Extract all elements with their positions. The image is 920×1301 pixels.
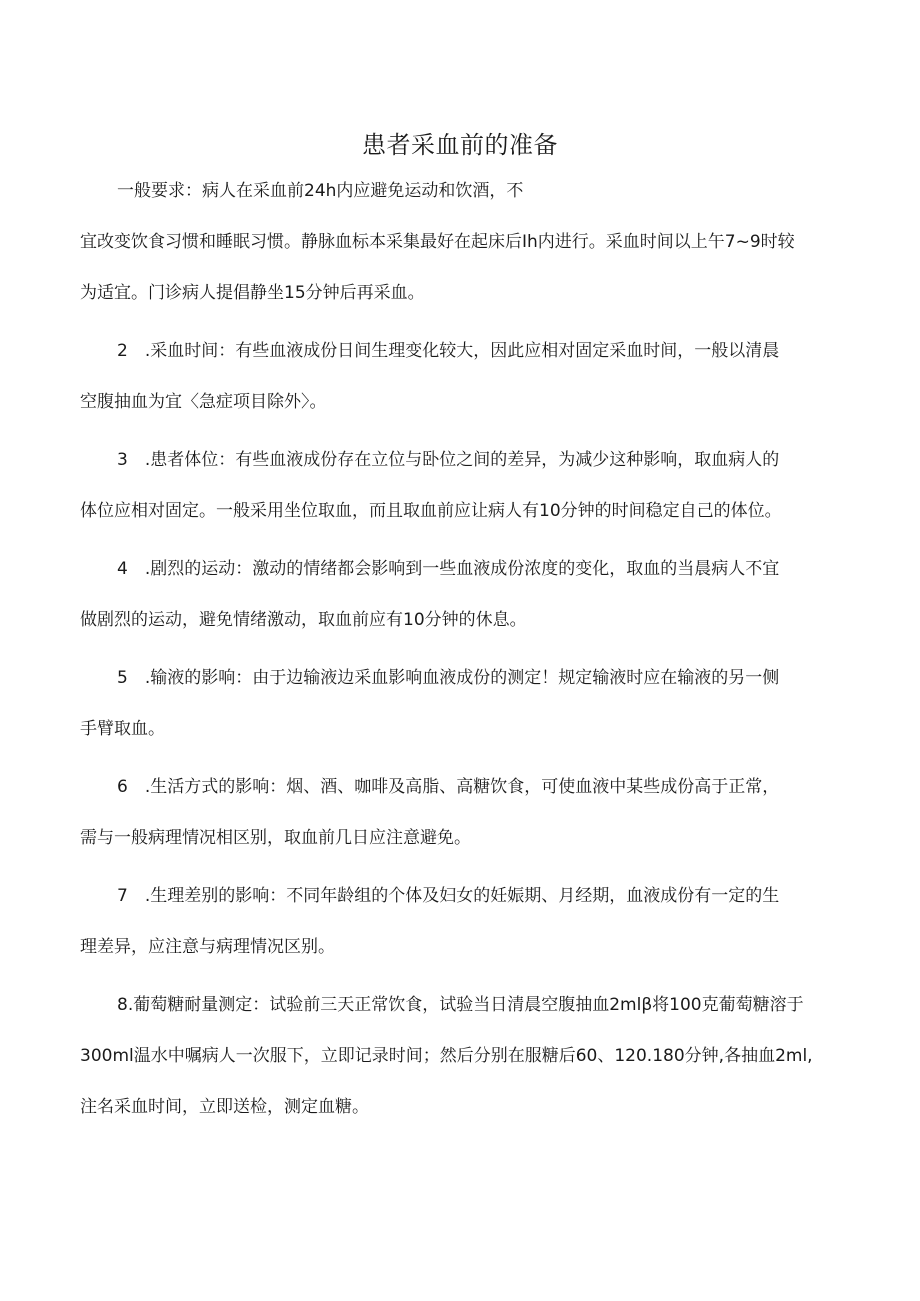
paragraph-patient-posture	[80, 446, 860, 526]
paragraph-physiological-difference	[80, 882, 860, 962]
document-body	[80, 177, 860, 1122]
paragraph-line: 6 .生活方式的影响：烟、酒、咖啡及高脂、高糖饮食，可使血液中某些成份高于正常，	[117, 777, 780, 797]
document-title: 患者采血前的准备	[362, 131, 558, 159]
paragraph-lifestyle-effect	[80, 773, 860, 853]
paragraph-line: 空腹抽血为宜〈急症项目除外〉。	[80, 392, 327, 412]
paragraph-strenuous-exercise	[80, 555, 860, 635]
paragraph-infusion-effect	[80, 664, 860, 744]
paragraph-line: 为适宜。门诊病人提倡静坐15分钟后再采血。	[80, 283, 425, 303]
paragraph-line: 2 .采血时间：有些血液成份日间生理变化较大，因此应相对固定采血时间，一般以清晨	[117, 341, 780, 361]
paragraph-line: 理差异，应注意与病理情况区别。	[80, 937, 335, 957]
paragraph-line: 宜改变饮食习惯和睡眠习惯。静脉血标本采集最好在起床后Ih内进行。采血时间以上午7~9时较	[80, 232, 795, 252]
paragraph-line: 8.葡萄糖耐量测定：试验前三天正常饮食，试验当日清晨空腹抽血2mlβ将100克葡萄糖溶于	[117, 995, 804, 1015]
paragraph-line: 需与一般病理情况相区别，取血前几日应注意避免。	[80, 828, 471, 848]
paragraph-sampling-time	[80, 337, 860, 417]
paragraph-line: 4 .剧烈的运动：激动的情绪都会影响到一些血液成份浓度的变化，取血的当晨病人不宜	[117, 559, 780, 579]
paragraph-line: 做剧烈的运动，避免情绪激动，取血前应有10分钟的休息。	[80, 610, 527, 630]
paragraph-glucose-tolerance-test	[80, 991, 860, 1122]
paragraph-line: 体位应相对固定。一般采用坐位取血，而且取血前应让病人有10分钟的时间稳定自己的体位。	[80, 501, 782, 521]
paragraph-line: 注名采血时间，立即送检，测定血糖。	[80, 1097, 369, 1117]
paragraph-line: 5 .输液的影响：由于边输液边采血影响血液成份的测定！规定输液时应在输液的另一侧	[117, 668, 780, 688]
paragraph-line: 300ml温水中嘱病人一次服下，立即记录时间；然后分别在服糖后60、120.180分钟,各抽血2ml,	[80, 1046, 813, 1066]
paragraph-line: 7 .生理差别的影响：不同年龄组的个体及妇女的妊娠期、月经期，血液成份有一定的生	[117, 886, 780, 906]
paragraph-line: 手臂取血。	[80, 719, 165, 739]
paragraph-line: 3 .患者体位：有些血液成份存在立位与卧位之间的差异，为减少这种影响，取血病人的	[117, 450, 780, 470]
paragraph-general-requirements	[80, 177, 860, 308]
paragraph-line: 一般要求：病人在采血前24h内应避免运动和饮酒，不	[117, 181, 524, 201]
